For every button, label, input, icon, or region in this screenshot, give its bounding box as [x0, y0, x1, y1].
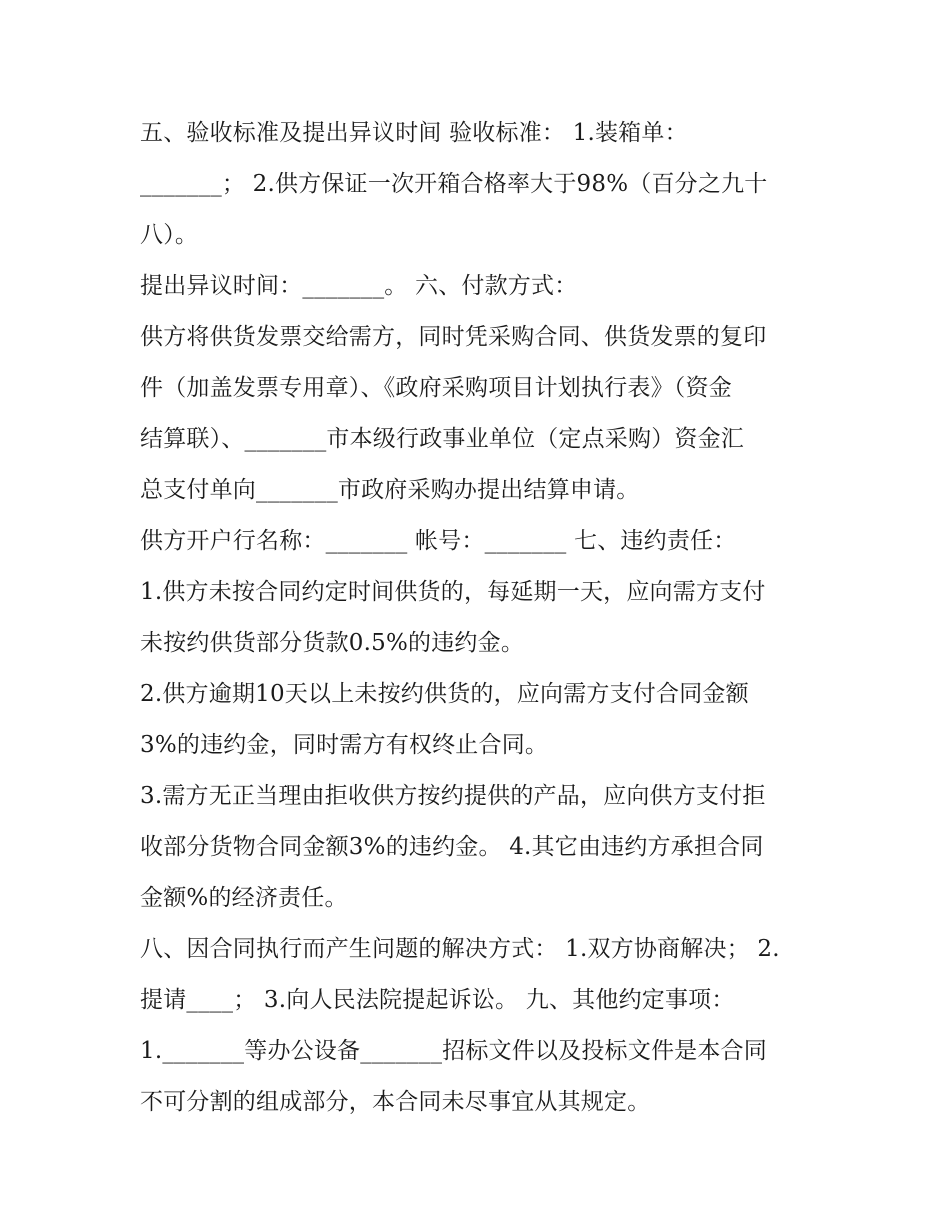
text-line: 未按约供货部分货款0.5%的违约金。	[140, 630, 525, 656]
text-line: 金额%的经济责任。	[140, 885, 348, 911]
text-line: 不可分割的组成部分，本合同未尽事宜从其规定。	[140, 1089, 651, 1115]
text-line: 八）。	[140, 222, 199, 248]
text-line: 总支付单向_______市政府采购办提出结算申请。	[140, 477, 640, 503]
text-line: 收部分货物合同金额3%的违约金。 4.其它由违约方承担合同	[140, 834, 764, 860]
text-line: _______； 2.供方保证一次开箱合格率大于98%（百分之九十	[140, 171, 768, 197]
text-line: 供方开户行名称：_______ 帐号：_______ 七、违约责任：	[140, 528, 737, 554]
text-line: 五、验收标准及提出异议时间 验收标准： 1.装箱单：	[140, 120, 688, 146]
text-line: 2.供方逾期10天以上未按约供货的，应向需方支付合同金额	[140, 681, 749, 707]
text-line: 供方将供货发票交给需方，同时凭采购合同、供货发票的复印	[140, 324, 767, 350]
text-line: 3%的违约金，同时需方有权终止合同。	[140, 732, 549, 758]
text-line: 1._______等办公设备_______招标文件以及投标文件是本合同	[140, 1038, 767, 1064]
text-line: 提出异议时间：_______。 六、付款方式：	[140, 273, 578, 299]
text-line: 结算联）、_______市本级行政事业单位（定点采购）资金汇	[140, 426, 744, 452]
text-line: 件（加盖发票专用章）、《政府采购项目计划执行表》（资金	[140, 375, 732, 401]
text-line: 八、因合同执行而产生问题的解决方式： 1.双方协商解决； 2.	[140, 936, 780, 962]
text-line: 提请____； 3.向人民法院提起诉讼。 九、其他约定事项：	[140, 987, 735, 1013]
text-line: 1.供方未按合同约定时间供货的，每延期一天，应向需方支付	[140, 579, 766, 605]
text-line: 3.需方无正当理由拒收供方按约提供的产品，应向供方支付拒	[140, 783, 766, 809]
document-body	[140, 108, 820, 1128]
